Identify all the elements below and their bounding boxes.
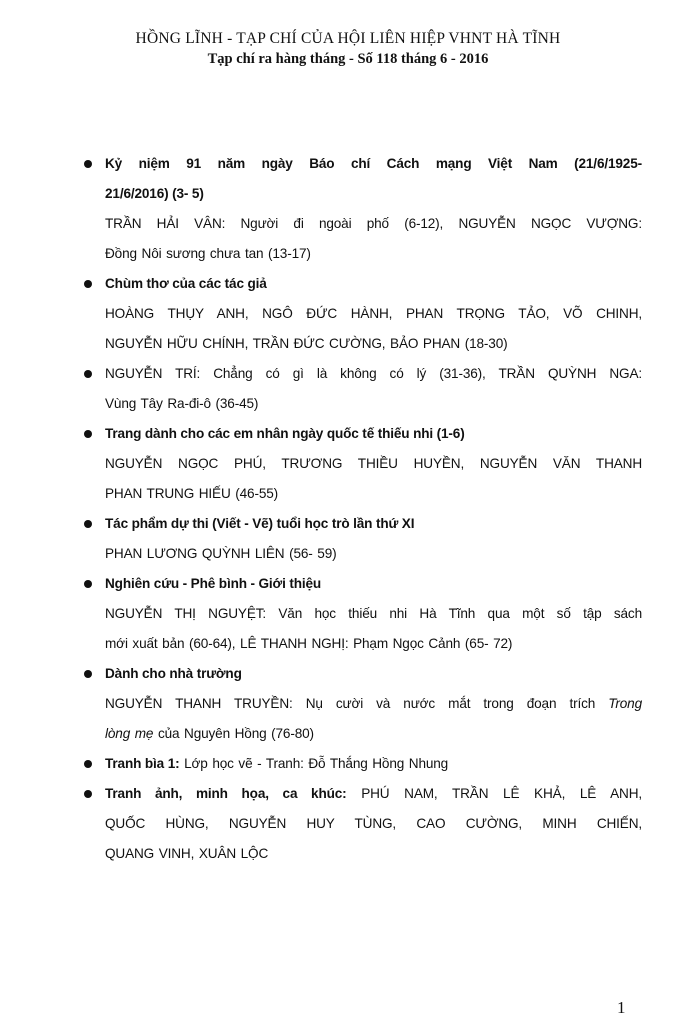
- entry-line: [105, 749, 642, 779]
- entry-heading: Trang dành cho các em nhân ngày quốc tế thiếu nhi (1-6): [105, 426, 465, 441]
- table-of-contents: [82, 149, 642, 869]
- bullet-icon: [84, 430, 92, 438]
- toc-entry: [82, 419, 642, 509]
- bullet-icon: [84, 160, 92, 168]
- toc-entry: [82, 569, 642, 659]
- entry-body-italic: lòng mẹ: [105, 726, 154, 741]
- bullet-icon: [84, 370, 92, 378]
- entry-body-cont: Đồng Nôi sương chưa tan (13-17): [105, 246, 311, 261]
- entry-body-cont: mới xuất bản (60-64), LÊ THANH NGHỊ: Phạm Ngọc Cảnh (65- 72): [105, 636, 513, 651]
- entry-heading: Tranh ảnh, minh họa, ca khúc:: [105, 786, 347, 801]
- entry-heading: Tác phẩm dự thi (Viết - Vẽ) tuổi học trò lần thứ XI: [105, 516, 415, 531]
- page-header: [0, 30, 696, 68]
- entry-body: Lớp học vẽ - Tranh: Đỗ Thắng Hồng Nhung: [179, 756, 449, 771]
- bullet-icon: [84, 280, 92, 288]
- bullet-icon: [84, 760, 92, 768]
- entry-heading: Kỷ niệm 91 năm ngày Báo chí Cách mạng Việt Nam (21/6/1925-: [105, 156, 642, 171]
- entry-body-cont: NGUYỄN HỮU CHÍNH, TRẦN ĐỨC CƯỜNG, BẢO PHAN (18-30): [105, 336, 508, 351]
- entry-body: HOÀNG THỤY ANH, NGÔ ĐỨC HÀNH, PHAN TRỌNG TẢO, VÕ CHINH,: [105, 306, 642, 321]
- entry-heading: Chùm thơ của các tác giả: [105, 276, 267, 291]
- toc-entry: [82, 149, 642, 269]
- toc-entry: [82, 659, 642, 749]
- entry-body-cont: QUỐC HÙNG, NGUYỄN HUY TÙNG, CAO CƯỜNG, MINH CHIẾN,: [105, 816, 642, 831]
- entry-body-cont: QUANG VINH, XUÂN LỘC: [105, 846, 269, 861]
- entry-body-text: của Nguyên Hồng (76-80): [153, 726, 314, 741]
- entry-heading: Tranh bìa 1:: [105, 756, 180, 771]
- page-number: 1: [617, 998, 626, 1017]
- entry-body: TRẦN HẢI VÂN: Người đi ngoài phố (6-12), NGUYỄN NGỌC VƯỢNG:: [105, 216, 642, 231]
- bullet-icon: [84, 580, 92, 588]
- bullet-icon: [84, 520, 92, 528]
- toc-entry: [82, 269, 642, 359]
- entry-body: NGUYỄN TRÍ: Chẳng có gì là không có lý (31-36), TRẦN QUỲNH NGA:: [105, 366, 642, 381]
- toc-entry: [82, 779, 642, 869]
- entry-body: NGUYỄN THỊ NGUYỆT: Văn học thiếu nhi Hà Tĩnh qua một số tập sách: [105, 606, 642, 621]
- entry-body-cont: Vùng Tây Ra-đi-ô (36-45): [105, 396, 259, 411]
- entry-heading: Dành cho nhà trường: [105, 666, 242, 681]
- entry-body-text: NGUYỄN THANH TRUYỀN: Nụ cười và nước mắt trong đoạn trích: [105, 696, 609, 711]
- magazine-title: HỒNG LĨNH - TẠP CHÍ CỦA HỘI LIÊN HIỆP VHNT HÀ TĨNH: [135, 30, 561, 47]
- entry-body-italic: Trong: [608, 696, 642, 711]
- entry-body: PHÚ NAM, TRẦN LÊ KHẢ, LÊ ANH,: [346, 786, 643, 801]
- bullet-icon: [84, 670, 92, 678]
- entry-heading-cont: 21/6/2016) (3- 5): [105, 186, 204, 201]
- entry-body-cont: [105, 719, 642, 749]
- entry-line: [105, 779, 642, 809]
- issue-subtitle: Tạp chí ra hàng tháng - Số 118 tháng 6 - 2016: [207, 51, 489, 67]
- entry-heading: Nghiên cứu - Phê bình - Giới thiệu: [105, 576, 322, 591]
- toc-entry: [82, 509, 642, 569]
- toc-entry: [82, 359, 642, 419]
- toc-entry: [82, 749, 642, 779]
- entry-body: PHAN LƯƠNG QUỲNH LIÊN (56- 59): [105, 546, 337, 561]
- bullet-icon: [84, 790, 92, 798]
- entry-body: [105, 689, 642, 719]
- entry-body-cont: PHAN TRUNG HIẾU (46-55): [105, 486, 279, 501]
- entry-body: NGUYỄN NGỌC PHÚ, TRƯƠNG THIỀU HUYỀN, NGUYỄN VĂN THANH: [105, 456, 642, 471]
